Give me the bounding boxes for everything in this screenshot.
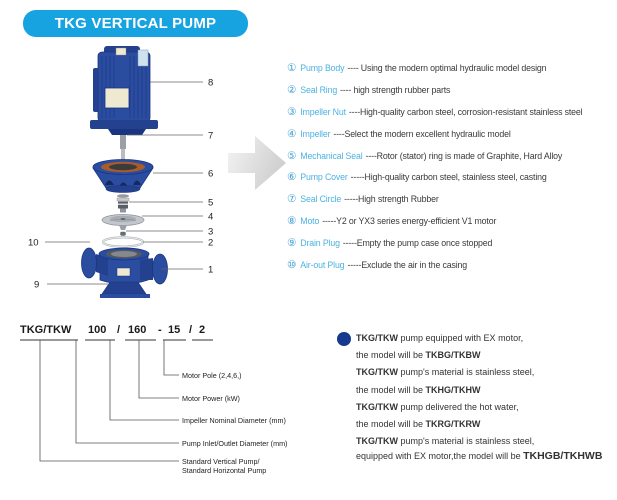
model-series-code: TKG/TKW — [20, 324, 72, 336]
list-item — [287, 254, 615, 276]
label-pump-type-line1: Standard Vertical Pump/ — [182, 457, 260, 466]
part-description: -----High strength Rubber — [344, 194, 439, 205]
callout-number-6: 6 — [208, 168, 214, 180]
callout-number-10: 10 — [28, 237, 39, 249]
part-description: -----High-quality carbon steel, stainless steel, casting — [350, 172, 547, 183]
item-number-badge: ⑤ — [287, 149, 297, 162]
note-series: TKG/TKW — [356, 333, 398, 343]
part-name: Moto — [300, 216, 320, 227]
callout-number-9: 9 — [34, 279, 40, 291]
model-code-nomenclature — [15, 315, 355, 490]
note-model: TKHG/TKHW — [425, 384, 481, 395]
callout-number-5: 5 — [208, 197, 214, 209]
note-text: the model will be — [356, 384, 426, 395]
page-title-banner — [23, 10, 248, 37]
callout-number-7: 7 — [208, 130, 214, 142]
bullet-icon — [337, 332, 351, 346]
part-name: Drain Plug — [300, 238, 340, 249]
model-power-code: 15 — [168, 324, 181, 336]
impeller-illustration — [102, 215, 144, 231]
note-line — [356, 416, 607, 433]
model-separator: / — [189, 324, 193, 336]
part-name: Pump Body — [300, 62, 345, 73]
item-number-badge: ⑦ — [287, 193, 297, 206]
pump-body-illustration — [82, 248, 168, 298]
part-description: ----Rotor (stator) ring is made of Graphite, Hard Alloy — [365, 150, 563, 161]
page-title: TKG VERTICAL PUMP — [54, 15, 217, 32]
list-item — [287, 232, 615, 254]
part-description: -----Empty the pump case once stopped — [342, 238, 493, 249]
callout-number-8: 8 — [208, 77, 214, 89]
impeller-nut-illustration — [121, 232, 126, 236]
callout-number-2: 2 — [208, 237, 214, 249]
item-number-badge: ② — [287, 83, 297, 96]
item-number-badge: ④ — [287, 127, 297, 140]
note-model: TKRG/TKRW — [425, 419, 481, 430]
note-text: equipped with EX motor,the model will be — [356, 451, 524, 462]
motor-terminal-label — [138, 50, 148, 66]
item-number-badge: ③ — [287, 105, 297, 118]
part-name: Air-out Plug — [300, 259, 345, 270]
part-name: Impeller Nut — [300, 106, 346, 117]
part-name: Seal Circle — [300, 194, 342, 205]
item-number-badge: ⑧ — [287, 215, 297, 228]
list-item — [287, 166, 615, 188]
motor-nameplate — [105, 88, 129, 108]
label-motor-pole: Motor Pole (2,4,6,) — [182, 371, 242, 380]
note-line — [356, 382, 607, 399]
seal-ring-illustration — [103, 237, 143, 246]
note-series: TKG/TKW — [356, 436, 398, 447]
part-name: Seal Ring — [300, 84, 338, 95]
callout-number-1: 1 — [208, 264, 214, 276]
label-motor-power: Motor Power (kW) — [182, 394, 240, 403]
part-description: -----Y2 or YX3 series energy-efficient V1 motor — [322, 216, 497, 227]
note-line — [356, 399, 607, 416]
model-separator: - — [158, 324, 162, 336]
model-inlet-code: 100 — [88, 324, 107, 336]
note-text: pump's material is stainless steel, — [398, 367, 535, 378]
pump-cover-illustration — [93, 160, 153, 193]
mechanical-seal-illustration — [117, 194, 129, 212]
note-text: pump delivered the hot water, — [398, 401, 519, 412]
motor-illustration — [90, 46, 158, 135]
right-arrow-icon — [228, 127, 288, 199]
label-pump-type-line2: Standard Horizontal Pump — [182, 466, 267, 475]
motor-top-label — [116, 48, 126, 55]
note-text: the model will be — [356, 350, 426, 361]
note-text: the model will be — [356, 419, 426, 430]
parts-list — [287, 57, 615, 276]
item-number-badge: ⑩ — [287, 258, 297, 271]
pump-body-nameplate — [117, 268, 130, 276]
list-item — [287, 57, 615, 79]
model-pole-code: 2 — [199, 324, 206, 336]
list-item — [287, 188, 615, 210]
item-number-badge: ① — [287, 61, 297, 74]
item-number-badge: ⑥ — [287, 171, 297, 184]
note-model: TKHGB/TKHWB — [523, 450, 603, 463]
pump-exploded-diagram — [20, 42, 235, 304]
callout-number-4: 4 — [208, 211, 214, 223]
list-item — [287, 145, 615, 167]
note-series: TKG/TKW — [356, 367, 398, 378]
note-line — [356, 450, 607, 462]
part-description: ---- high strength rubber parts — [340, 84, 451, 95]
note-text: pump equipped with EX motor, — [398, 333, 524, 343]
list-item — [287, 101, 615, 123]
note-text: pump's material is stainless steel, — [398, 436, 535, 447]
note-model: TKBG/TKBW — [425, 350, 481, 361]
list-item — [287, 210, 615, 232]
label-inlet-outlet-diameter: Pump Inlet/Outlet Diameter (mm) — [182, 439, 288, 448]
nomenclature-connector-lines — [40, 340, 179, 461]
part-name: Impeller — [300, 128, 331, 139]
note-line — [356, 364, 607, 381]
part-description: ---- Using the modern optimal hydraulic model design — [347, 62, 547, 73]
list-item — [287, 79, 615, 101]
part-name: Pump Cover — [300, 172, 348, 183]
part-description: -----Exclude the air in the casing — [347, 259, 468, 270]
note-line — [356, 330, 607, 347]
part-description: ----Select the modern excellent hydraulic model — [333, 128, 511, 139]
note-line — [356, 433, 607, 450]
label-impeller-diameter: Impeller Nominal Diameter (mm) — [182, 416, 286, 425]
item-number-badge: ⑨ — [287, 237, 297, 250]
model-variant-notes — [337, 330, 607, 462]
part-description: ----High-quality carbon steel, corrosion-resistant stainless steel — [348, 106, 583, 117]
model-impeller-code: 160 — [128, 324, 147, 336]
list-item — [287, 123, 615, 145]
callout-number-3: 3 — [208, 226, 214, 238]
part-name: Mechanical Seal — [300, 150, 363, 161]
note-series: TKG/TKW — [356, 401, 398, 412]
model-separator: / — [117, 324, 121, 336]
note-line — [356, 347, 607, 364]
